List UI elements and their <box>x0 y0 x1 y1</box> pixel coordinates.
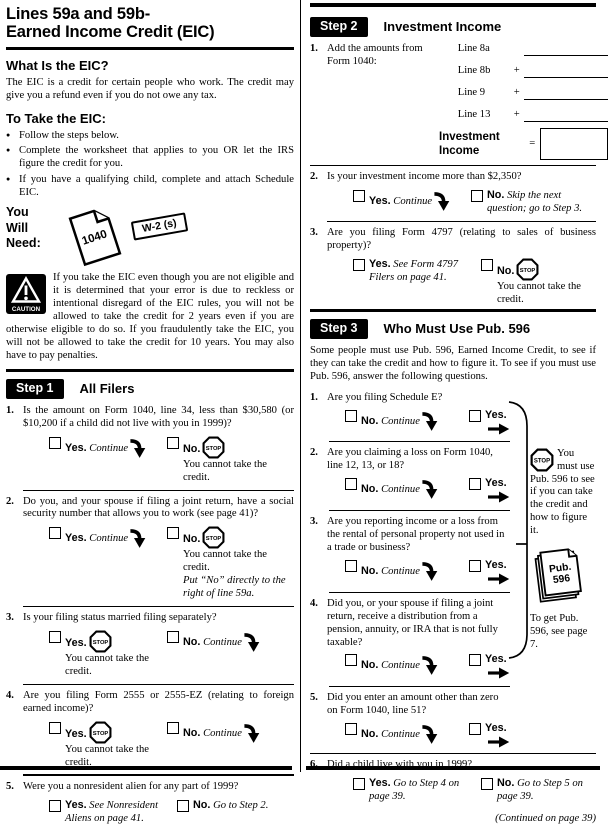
svg-text:STOP: STOP <box>206 536 222 543</box>
step3-question-3: 3. Are you reporting income or a loss from the rental of personal property not used in a trade or business? No. Continue Yes. <box>310 516 506 593</box>
step2-question-3: 3. Are you filing Form 4797 (relating to sales of business property)? Yes. See Form 4797 Filers on page 41. No. STOP You cannot take the credit. <box>310 227 596 305</box>
stop-icon <box>89 721 112 744</box>
step3-q3-no-checkbox[interactable] <box>345 560 357 572</box>
svg-text:Pub.: Pub. <box>548 561 572 576</box>
step2-q2-yes-checkbox[interactable] <box>353 190 365 202</box>
svg-text:1040: 1040 <box>80 228 109 248</box>
step2-badge: Step 2 <box>310 17 368 37</box>
pub-596-sidebar <box>530 386 596 751</box>
title-rule <box>6 47 294 50</box>
question-text: Did you, or your spouse if filing a joint return, receive a distribution from a pension, annuity, or IRA that is not fully taxable? <box>327 597 498 648</box>
amount-line-9[interactable] <box>524 87 608 100</box>
step3-question-4: 4. Did you, or your spouse if filing a joint return, receive a distribution from a pension, annuity, or IRA that is not fully taxable? No. Continue Yes. <box>310 598 506 688</box>
step3-intro: Some people must use Pub. 596, Earned Income Credit, to see if they can take the credit and how to figure it. To see if you must use Pub. 596, answer the following questions. <box>310 344 596 382</box>
step2-q3-yes-checkbox[interactable] <box>353 259 365 271</box>
question-text: Is your filing status married filing separately? <box>23 612 217 624</box>
you-will-need-label: You Will Need: <box>6 205 41 251</box>
yes-arrow-icon <box>488 573 510 585</box>
step1-question-2: 2. Do you, and your spouse if filing a joint return, have a social security number that allows you to work (see page 41)? Yes. Continue No. STOP You cannot take the credit. Put “No” directly to the right of line 59a. <box>6 496 294 608</box>
step2-title: Investment Income <box>383 19 502 35</box>
step1-q5-no-checkbox[interactable] <box>177 800 189 812</box>
step2-question-1: 1. Add the amounts from Form 1040: Line 8a Line 8b + Line 9 + Line 13 + Investment Income = <box>310 43 596 160</box>
question-text: Is your investment income more than $2,350? <box>327 171 522 183</box>
what-is-body: The EIC is a credit for certain people who work. The credit may give you a refund even if you do not owe any tax. <box>6 76 294 101</box>
question-text: Are you filing Schedule E? <box>327 391 443 403</box>
step1-question-5: 5. Were you a nonresident alien for any part of 1999? Yes. See Nonresident Aliens on page 41. No. Go to Step 2. <box>6 781 294 826</box>
step3-q5-yes-checkbox[interactable] <box>469 723 481 735</box>
step3-question-5: 5. Did you enter an amount other than zero on Form 1040, line 51? No. Continue Yes. <box>310 692 506 751</box>
step3-q3-yes-checkbox[interactable] <box>469 560 481 572</box>
caution-text: If you take the EIC even though you are not eligible and it is determined that your error is due to reckless or intentional disregard of the EIC rules, you will not be allowed to take the credit for 2 years even if you are otherwise eligible to do so. If you fraudulently take the EIC, you will not be allowed to take the credit for 10 years. You may also have to pay penalties. <box>6 272 294 361</box>
svg-text:STOP: STOP <box>92 730 108 737</box>
svg-text:CAUTION: CAUTION <box>11 306 41 314</box>
continue-arrow-icon <box>421 559 438 583</box>
question-text: Are you filing Form 4797 (relating to sales of business property)? <box>327 227 596 251</box>
step1-q2-yes-checkbox[interactable] <box>49 527 61 539</box>
question-text: Are you reporting income or a loss from the rental of personal property not used in a trade or business? <box>327 516 505 554</box>
continue-arrow-icon <box>243 721 260 745</box>
question-text: Did a child live with you in 1999? <box>327 759 473 770</box>
continue-arrow-icon <box>421 722 438 746</box>
question-divider <box>23 490 294 491</box>
yes-arrow-icon <box>488 423 510 435</box>
question-text: Did you enter an amount other than zero on Form 1040, line 51? <box>327 692 499 717</box>
step2-q2-no-checkbox[interactable] <box>471 190 483 202</box>
step1-q2-no-checkbox[interactable] <box>167 527 179 539</box>
left-column <box>6 0 294 826</box>
bullet-item: ● Follow the steps below. <box>6 130 294 143</box>
to-take-bullets <box>6 130 294 201</box>
step1-badge: Step 1 <box>6 379 64 399</box>
step1-q3-no-checkbox[interactable] <box>167 631 179 643</box>
investment-income-total: Investment Income = <box>439 128 608 160</box>
step1-q5-yes-checkbox[interactable] <box>49 800 61 812</box>
question-divider <box>23 684 294 685</box>
step3-questions <box>310 386 506 751</box>
step3-q4-no-checkbox[interactable] <box>345 654 357 666</box>
step1-q3-yes-checkbox[interactable] <box>49 631 61 643</box>
step3-top-rule <box>310 309 596 312</box>
step1-top-rule <box>6 369 294 372</box>
step3-q2-yes-checkbox[interactable] <box>469 478 481 490</box>
continue-arrow-icon <box>421 409 438 433</box>
step3-title: Who Must Use Pub. 596 <box>383 320 531 336</box>
step1-q1-no-checkbox[interactable] <box>167 437 179 449</box>
right-column <box>310 0 596 826</box>
step3-q2-no-checkbox[interactable] <box>345 478 357 490</box>
question-divider <box>329 510 510 511</box>
svg-text:596: 596 <box>552 573 571 587</box>
step1-q1-yes-checkbox[interactable] <box>49 437 61 449</box>
caution-block <box>6 272 294 362</box>
stop-icon <box>202 526 225 549</box>
question-text: Were you a nonresident alien for any part of 1999? <box>23 781 239 793</box>
you-will-need-block <box>6 205 294 269</box>
column-divider <box>300 0 301 772</box>
yes-arrow-icon <box>488 736 510 748</box>
svg-text:STOP: STOP <box>92 639 108 646</box>
amount-line-13[interactable] <box>524 109 608 122</box>
step3-q1-yes-checkbox[interactable] <box>469 410 481 422</box>
question-divider <box>327 221 596 222</box>
question-divider <box>310 753 596 754</box>
step2-header <box>310 17 596 37</box>
svg-text:STOP: STOP <box>533 458 551 465</box>
step1-question-3: 3. Is your filing status married filing separately? Yes. STOP You cannot take the credit. No. Continue <box>6 612 294 685</box>
step3-q6-yes-checkbox[interactable] <box>353 778 365 790</box>
svg-text:STOP: STOP <box>206 445 222 452</box>
question-text: Add the amounts from Form 1040: <box>327 43 423 68</box>
bullet-item: ● Complete the worksheet that applies to you OR let the IRS figure the credit for you. <box>6 145 294 171</box>
step2-question-2: 2. Is your investment income more than $2,350? Yes. Continue No. Skip the next question; go to Step 3. <box>310 171 596 222</box>
yes-arrow-icon <box>488 667 510 679</box>
question-divider-thick <box>23 774 294 776</box>
question-text: Is the amount on Form 1040, line 34, less than $30,580 (or $10,200 if a child did not live with you in 1999)? <box>23 404 294 429</box>
continued-note: (Continued on page 39) <box>495 812 596 824</box>
continue-arrow-icon <box>421 653 438 677</box>
question-divider <box>310 165 596 166</box>
question-divider <box>23 606 294 607</box>
step1-q4-no-checkbox[interactable] <box>167 722 179 734</box>
stop-icon <box>89 630 112 653</box>
question-divider <box>329 441 510 442</box>
step3-question-6: 6. Did a child live with you in 1999? Yes. Go to Step 4 on page 39. No. Go to Step 5 on page 39. <box>310 759 596 804</box>
pub-596-book-icon <box>530 543 588 605</box>
title-line-2: Earned Income Credit (EIC) <box>6 23 215 42</box>
continue-arrow-icon <box>129 436 146 460</box>
stop-icon <box>516 258 539 281</box>
to-take-heading: To Take the EIC: <box>6 110 106 126</box>
svg-text:STOP: STOP <box>520 267 536 274</box>
pub-596-get-note: To get Pub. 596, see page 7. <box>530 613 588 650</box>
step1-question-4: 4. Are you filing Form 2555 or 2555-EZ (relating to foreign earned income)? Yes. STOP You cannot take the credit. No. Continue <box>6 690 294 777</box>
step3-q1-no-checkbox[interactable] <box>345 410 357 422</box>
step1-title: All Filers <box>79 380 135 396</box>
flow-bracket <box>508 398 534 660</box>
yes-arrow-icon <box>488 491 510 503</box>
step1-question-1: 1. Is the amount on Form 1040, line 34, less than $30,580 (or $10,200 if a child did not live with you in 1999)? Yes. Continue No. STOP You cannot take the credit. <box>6 405 294 491</box>
page-title <box>6 0 294 42</box>
step2-q3-no-checkbox[interactable] <box>481 259 493 271</box>
question-text: Are you claiming a loss on Form 1040, line 12, 13, or 18? <box>327 447 493 472</box>
caution-icon <box>6 274 46 314</box>
question-text: Do you, and your spouse if filing a joint return, have a social security number that allows you to work (see page 41)? <box>23 495 294 520</box>
form-1040-icon <box>60 200 129 272</box>
continue-arrow-icon <box>421 477 438 501</box>
stop-icon <box>202 436 225 459</box>
continue-arrow-icon <box>129 526 146 550</box>
step3-question-2: 2. Are you claiming a loss on Form 1040, line 12, 13, or 18? No. Continue Yes. <box>310 447 506 511</box>
step1-q4-yes-checkbox[interactable] <box>49 722 61 734</box>
step1-header <box>6 379 294 399</box>
question-divider <box>329 686 510 687</box>
step3-q4-yes-checkbox[interactable] <box>469 654 481 666</box>
w2-icon: W-2 (s) <box>131 212 188 240</box>
step3-header <box>310 319 596 339</box>
question-text: Are you filing Form 2555 or 2555-EZ (relating to foreign earned income)? <box>23 689 294 714</box>
step3-badge: Step 3 <box>310 319 368 339</box>
step3-question-1: 1. Are you filing Schedule E? No. Continue Yes. <box>310 392 506 443</box>
continue-arrow-icon <box>433 189 450 213</box>
amount-line-8b[interactable] <box>524 65 608 78</box>
amount-line-8a[interactable] <box>524 43 608 56</box>
step3-flow-block <box>310 386 596 751</box>
amount-rows: Line 8a Line 8b + Line 9 + Line 13 + <box>439 43 608 122</box>
question-divider <box>329 592 510 593</box>
step3-q6-no-checkbox[interactable] <box>481 778 493 790</box>
investment-income-box[interactable] <box>540 128 608 160</box>
step3-q5-no-checkbox[interactable] <box>345 723 357 735</box>
continue-arrow-icon <box>243 630 260 654</box>
title-line-1: Lines 59a and 59b- <box>6 5 151 23</box>
bullet-item: ● If you have a qualifying child, complete and attach Schedule EIC. <box>6 174 294 200</box>
pub-596-stop-note: STOP You must use Pub. 596 to see if you can take the credit and how to figure it. <box>530 447 595 537</box>
what-is-heading: What Is the EIC? <box>6 57 109 73</box>
